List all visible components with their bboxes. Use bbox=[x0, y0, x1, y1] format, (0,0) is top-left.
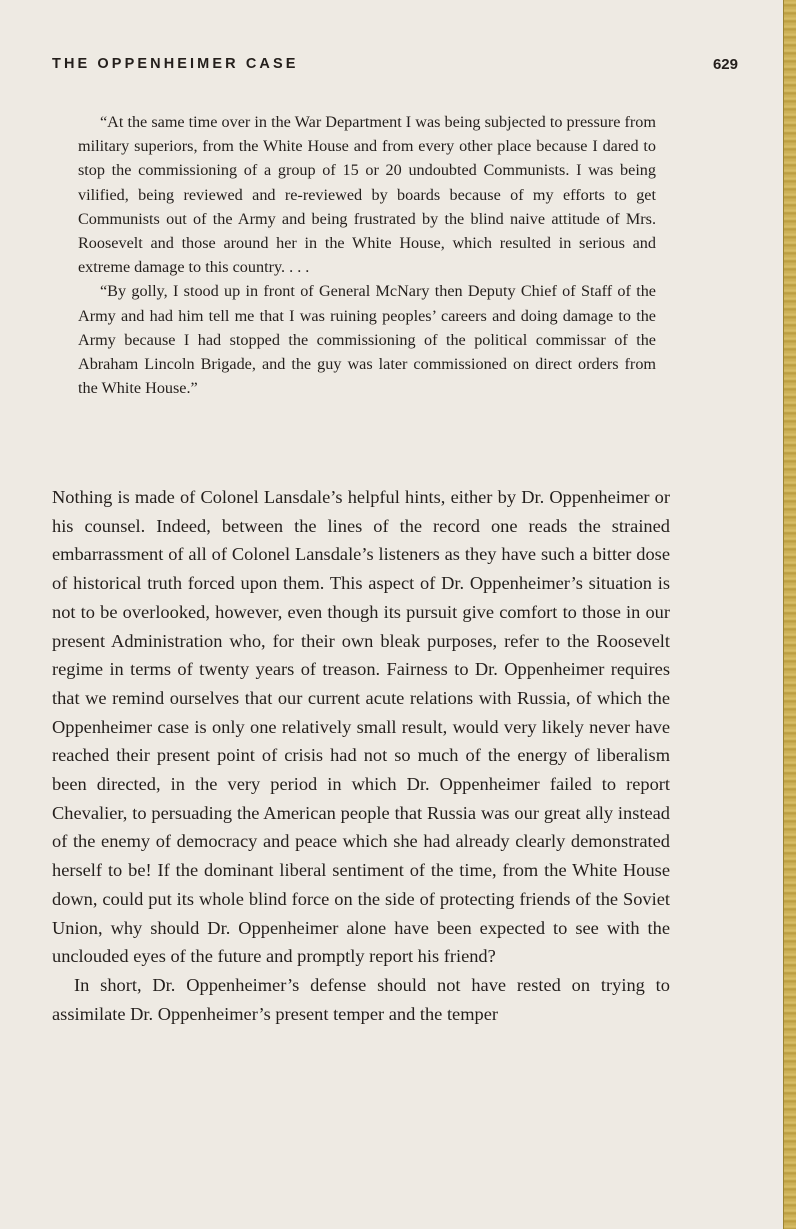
body-paragraph: Nothing is made of Colonel Lansdale’s helpful hints, either by Dr. Oppenheimer or his counsel. Indeed, between the lines of the record one reads the strained embarrassment of all of Colonel Lansdale’s listeners as they have such a bitter dose of historical truth forced upon them. This aspect of Dr. Oppenheimer’s situation is not to be overlooked, however, even though its pursuit give comfort to those in our present Administration who, for their own bleak purposes, refer to the Roosevelt regime in terms of twenty years of treason. Fairness to Dr. Oppenheimer requires that we remind ourselves that our current acute relations with Russia, of which the Oppenheimer case is only one relatively small result, would very likely never have reached their present point of crisis had not so much of the energy of liberalism been directed, in the very period in which Dr. Oppenheimer failed to report Chevalier, to persuading the American people that Russia was our great ally instead of the enemy of democracy and peace which she had already clearly demonstrated herself to be! If the dominant liberal sentiment of the time, from the White House down, could put its whole blind force on the side of protecting friends of the Soviet Union, why should Dr. Oppenheimer alone have been expected to see with the unclouded eyes of the future and promptly report his friend? bbox=[52, 487, 670, 967]
body-paragraph: In short, Dr. Oppenheimer’s defense should not have rested on trying to assimilate Dr. Oppenheimer’s present temper and the temper bbox=[52, 974, 670, 1024]
quote-paragraph: “By golly, I stood up in front of General McNary then Deputy Chief of Staff of the Army and had him tell me that I was ruining peoples’ careers and doing damage to the Army because I had stopped the commissioning of the political commissar of the Abraham Lincoln Brigade, and the guy was later commissioned on direct orders from the White House.” bbox=[78, 282, 656, 398]
page-number: 629 bbox=[712, 56, 738, 73]
running-title: THE OPPENHEIMER CASE bbox=[52, 56, 299, 72]
block-quote bbox=[78, 110, 656, 400]
page-edge-strip bbox=[783, 0, 796, 1229]
running-head bbox=[52, 56, 738, 80]
quote-paragraph: “At the same time over in the War Department I was being subjected to pressure from military superiors, from the White House and from every other place because I dared to stop the commissioning of a group of 15 or 20 undoubted Communists. I was being vilified, being reviewed and re-reviewed by boards because of my efforts to get Communists out of the Army and being frustrated by the blind naive attitude of Mrs. Roosevelt and those around her in the White House, which resulted in serious and extreme damage to this country. . . . bbox=[78, 113, 656, 277]
body-text bbox=[52, 483, 670, 1028]
